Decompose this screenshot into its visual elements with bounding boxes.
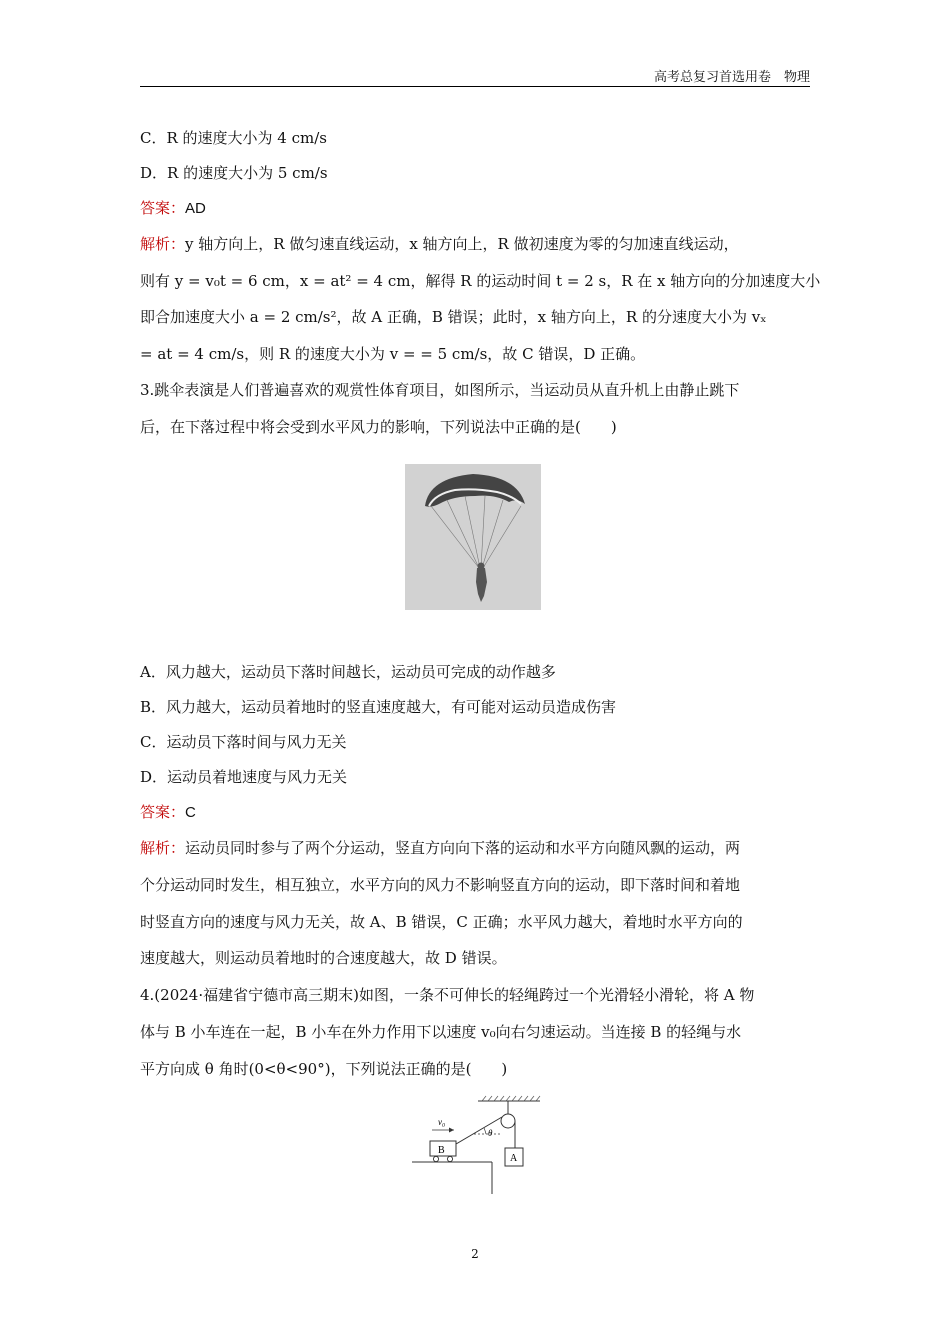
analysis-line (140, 837, 812, 859)
option-b: B．风力越大，运动员着地时的竖直速度越大，有可能对运动员造成伤害 (140, 698, 617, 716)
option-d: D．R 的速度大小为 5 cm/s (140, 164, 328, 182)
cart-wheel (433, 1156, 438, 1161)
header-title: 高考总复习首选用卷 物理 (653, 70, 810, 85)
analysis-line: 则有 y = v₀t = 6 cm，x = at² = 4 cm，解得 R 的运动时间 t = 2 s，R 在 x 轴方向的分加速度大小 (140, 272, 821, 290)
answer-line (140, 801, 812, 824)
analysis-line: 速度越大，则运动员着地时的合速度越大，故 D 错误。 (140, 949, 507, 967)
answer-value: C (185, 804, 196, 821)
jumper-head (478, 563, 485, 570)
analysis-label: 解析： (140, 235, 186, 253)
analysis-line: 即合加速度大小 a = 2 cm/s²，故 A 正确，B 错误；此时，x 轴方向上，R 的分速度大小为 vₓ (140, 308, 767, 326)
page-number: 2 (471, 1247, 479, 1261)
option-c: C．运动员下落时间与风力无关 (140, 733, 347, 751)
page-header (140, 66, 810, 87)
answer-value: AD (185, 200, 206, 217)
cart-wheel (447, 1156, 452, 1161)
question-stem: 3.跳伞表演是人们普遍喜欢的观赏性体育项目，如图所示，当运动员从直升机上由静止跳下 (140, 381, 740, 399)
analysis-line: 个分运动同时发生，相互独立，水平方向的风力不影响竖直方向的运动，即下落时间和着地 (140, 876, 741, 894)
option-c: C．R 的速度大小为 4 cm/s (140, 129, 327, 147)
block-label: A (510, 1153, 518, 1164)
question-stem: 体与 B 小车连在一起，B 小车在外力作用下以速度 v₀向右匀速运动。当连接 B 的轻绳与水 (140, 1023, 742, 1041)
analysis-text: y 轴方向上，R 做匀速直线运动，x 轴方向上，R 做初速度为零的匀加速直线运动， (185, 235, 739, 253)
analysis-label: 解析： (140, 839, 186, 857)
question-stem: 4.(2024·福建省宁德市高三期末)如图，一条不可伸长的轻绳跨过一个光滑轻小滑轮，将 A 物 (140, 986, 755, 1004)
option-d: D．运动员着地速度与风力无关 (140, 768, 348, 786)
question-stem: 平方向成 θ 角时(0<θ<90°)，下列说法正确的是( ) (140, 1060, 508, 1078)
velocity-label: v₀ (438, 1117, 446, 1127)
parachute-figure (405, 464, 541, 610)
analysis-line (140, 233, 812, 255)
angle-arc (484, 1128, 486, 1134)
answer-label: 答案： (140, 803, 186, 821)
theta-label: θ (488, 1128, 493, 1138)
rope-slanted (456, 1117, 502, 1144)
analysis-text: 运动员同时参与了两个分运动，竖直方向向下落的运动和水平方向随风飘的运动，两 (185, 839, 741, 857)
cart-label: B (438, 1145, 445, 1156)
analysis-line: = at = 4 cm/s，则 R 的速度大小为 v = = 5 cm/s，故 C 错误，D 正确。 (140, 345, 646, 363)
question-stem: 后，在下落过程中将会受到水平风力的影响，下列说法中正确的是( ) (140, 418, 617, 436)
answer-label: 答案： (140, 199, 186, 217)
option-a: A．风力越大，运动员下落时间越长，运动员可完成的动作越多 (140, 663, 556, 681)
pulley-diagram (408, 1094, 548, 1198)
arrow-head (449, 1128, 454, 1133)
answer-line (140, 197, 812, 220)
ceiling-hatch (482, 1096, 540, 1101)
analysis-line: 时竖直方向的速度与风力无关，故 A、B 错误，C 正确；水平风力越大，着地时水平方向的 (140, 913, 743, 931)
pulley (501, 1114, 515, 1128)
